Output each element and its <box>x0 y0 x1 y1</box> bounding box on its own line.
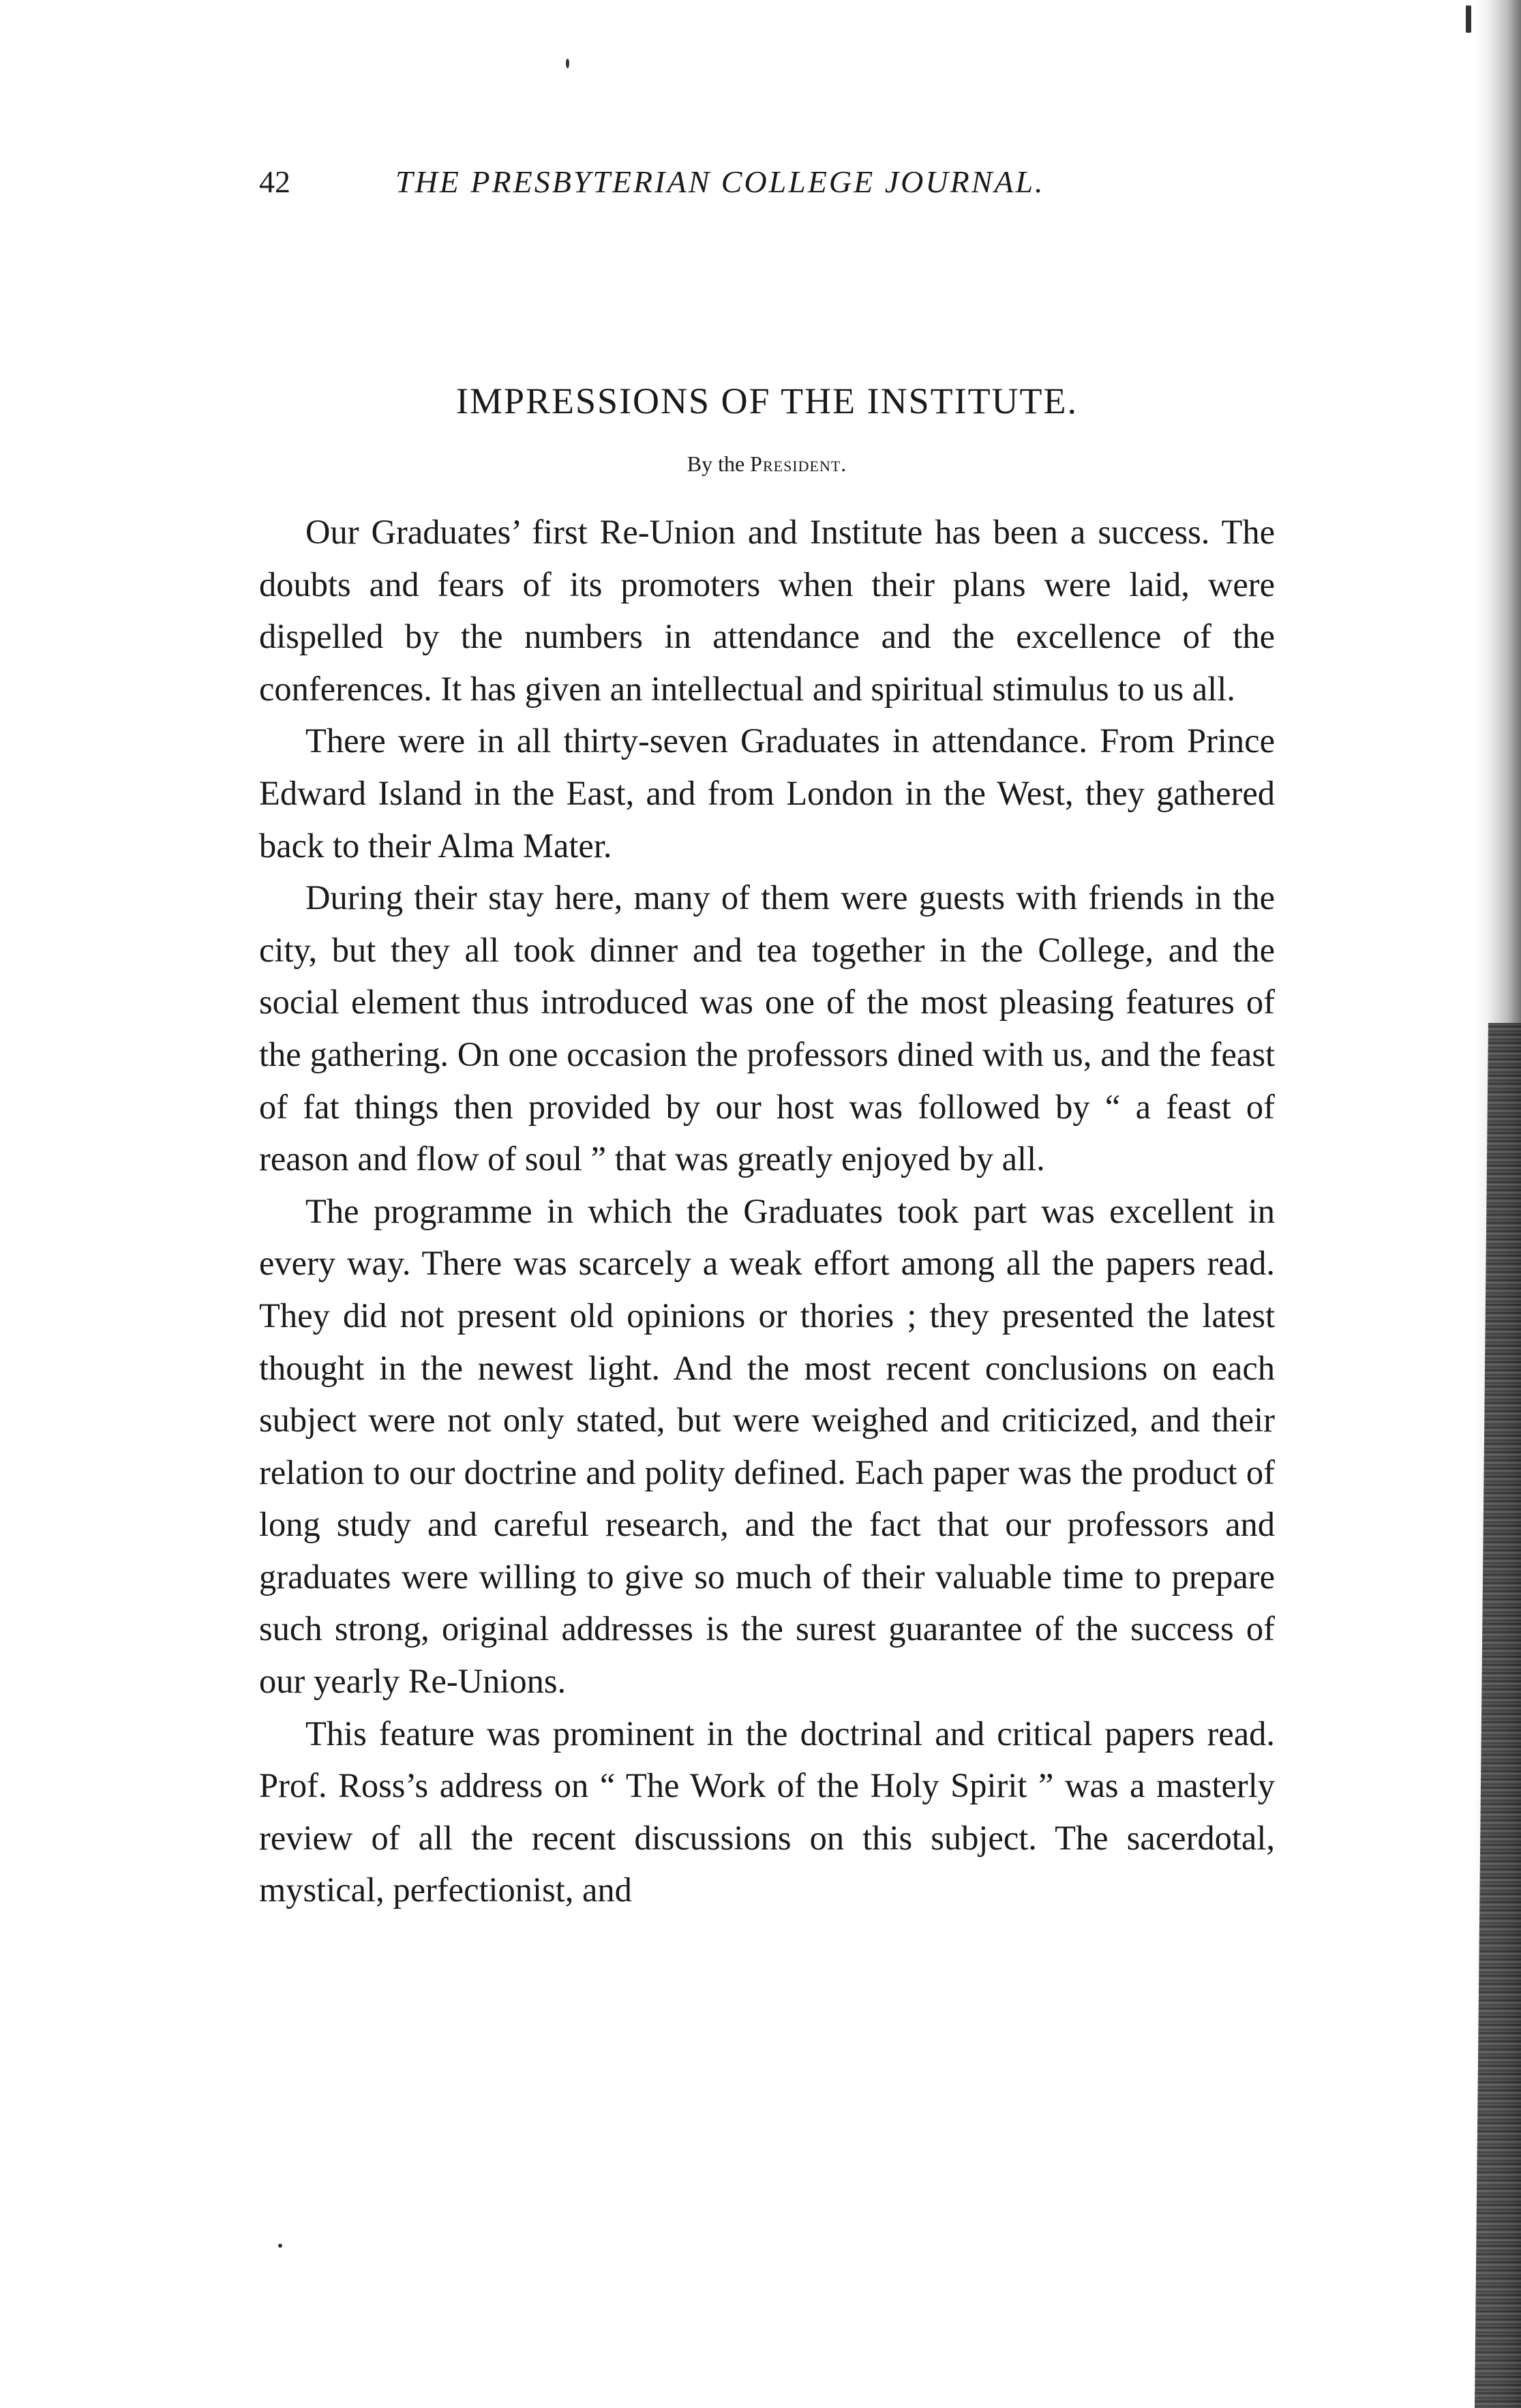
paragraph-3: During their stay here, many of them were guests with friends in the city, but they all took dinner and tea together in the College, and the social element thus introduced was one of the most pleasing features of the gathering. On one occasion the professors dined with us, and the feast of fat things then provided by our host was followed by “ a feast of reason and flow of soul ” that was greatly enjoyed by all. <box>259 878 1275 1178</box>
byline-author-role: President. <box>750 451 847 476</box>
scan-speck <box>278 2244 282 2248</box>
paragraph-5: This feature was prominent in the doctrinal and critical papers read. Prof. Ross’s address on “ The Work of the Holy Spirit ” was a masterly review of all the recent discussions on this subject. The sacerdotal, mystical, perfectionist, and <box>259 1714 1275 1909</box>
journal-title: THE PRESBYTERIAN COLLEGE JOURNAL. <box>395 164 1045 199</box>
paragraph-2: There were in all thirty-seven Graduates in attendance. From Prince Edward Island in the East, and from London in the West, they gathered back to their Alma Mater. <box>259 722 1275 865</box>
scan-speck <box>1466 5 1471 33</box>
byline <box>259 447 1275 481</box>
paragraph-4: The programme in which the Graduates took part was excellent in every way. There was scarcely a weak effort among all the papers read. They did not present old opinions or thories ; they presented the latest thought in the newest light. And the most recent conclusions on each subject were not only stated, but were weighed and criticized, and their relation to our doctrine and polity defined. Each paper was the product of long study and careful research, and the fact that our professors and graduates were willing to give so much of their valuable time to prepare such strong, original addresses is the surest guarantee of the success of our yearly Re-Unions. <box>259 1191 1275 1701</box>
byline-prefix: By the <box>687 451 745 476</box>
paragraph-1: Our Graduates’ first Re-Union and Institute has been a success. The doubts and fears of its promoters when their plans were laid, were dispelled by the numbers in attendance and the excellence of the conferences. It has given an intellectual and spiritual stimulus to us all. <box>259 513 1275 708</box>
page-number: 42 <box>259 164 290 199</box>
article-title: IMPRESSIONS OF THE INSTITUTE. <box>455 381 1079 421</box>
scan-speck <box>566 59 569 68</box>
running-head <box>259 158 1282 206</box>
article-body <box>259 506 1275 1916</box>
